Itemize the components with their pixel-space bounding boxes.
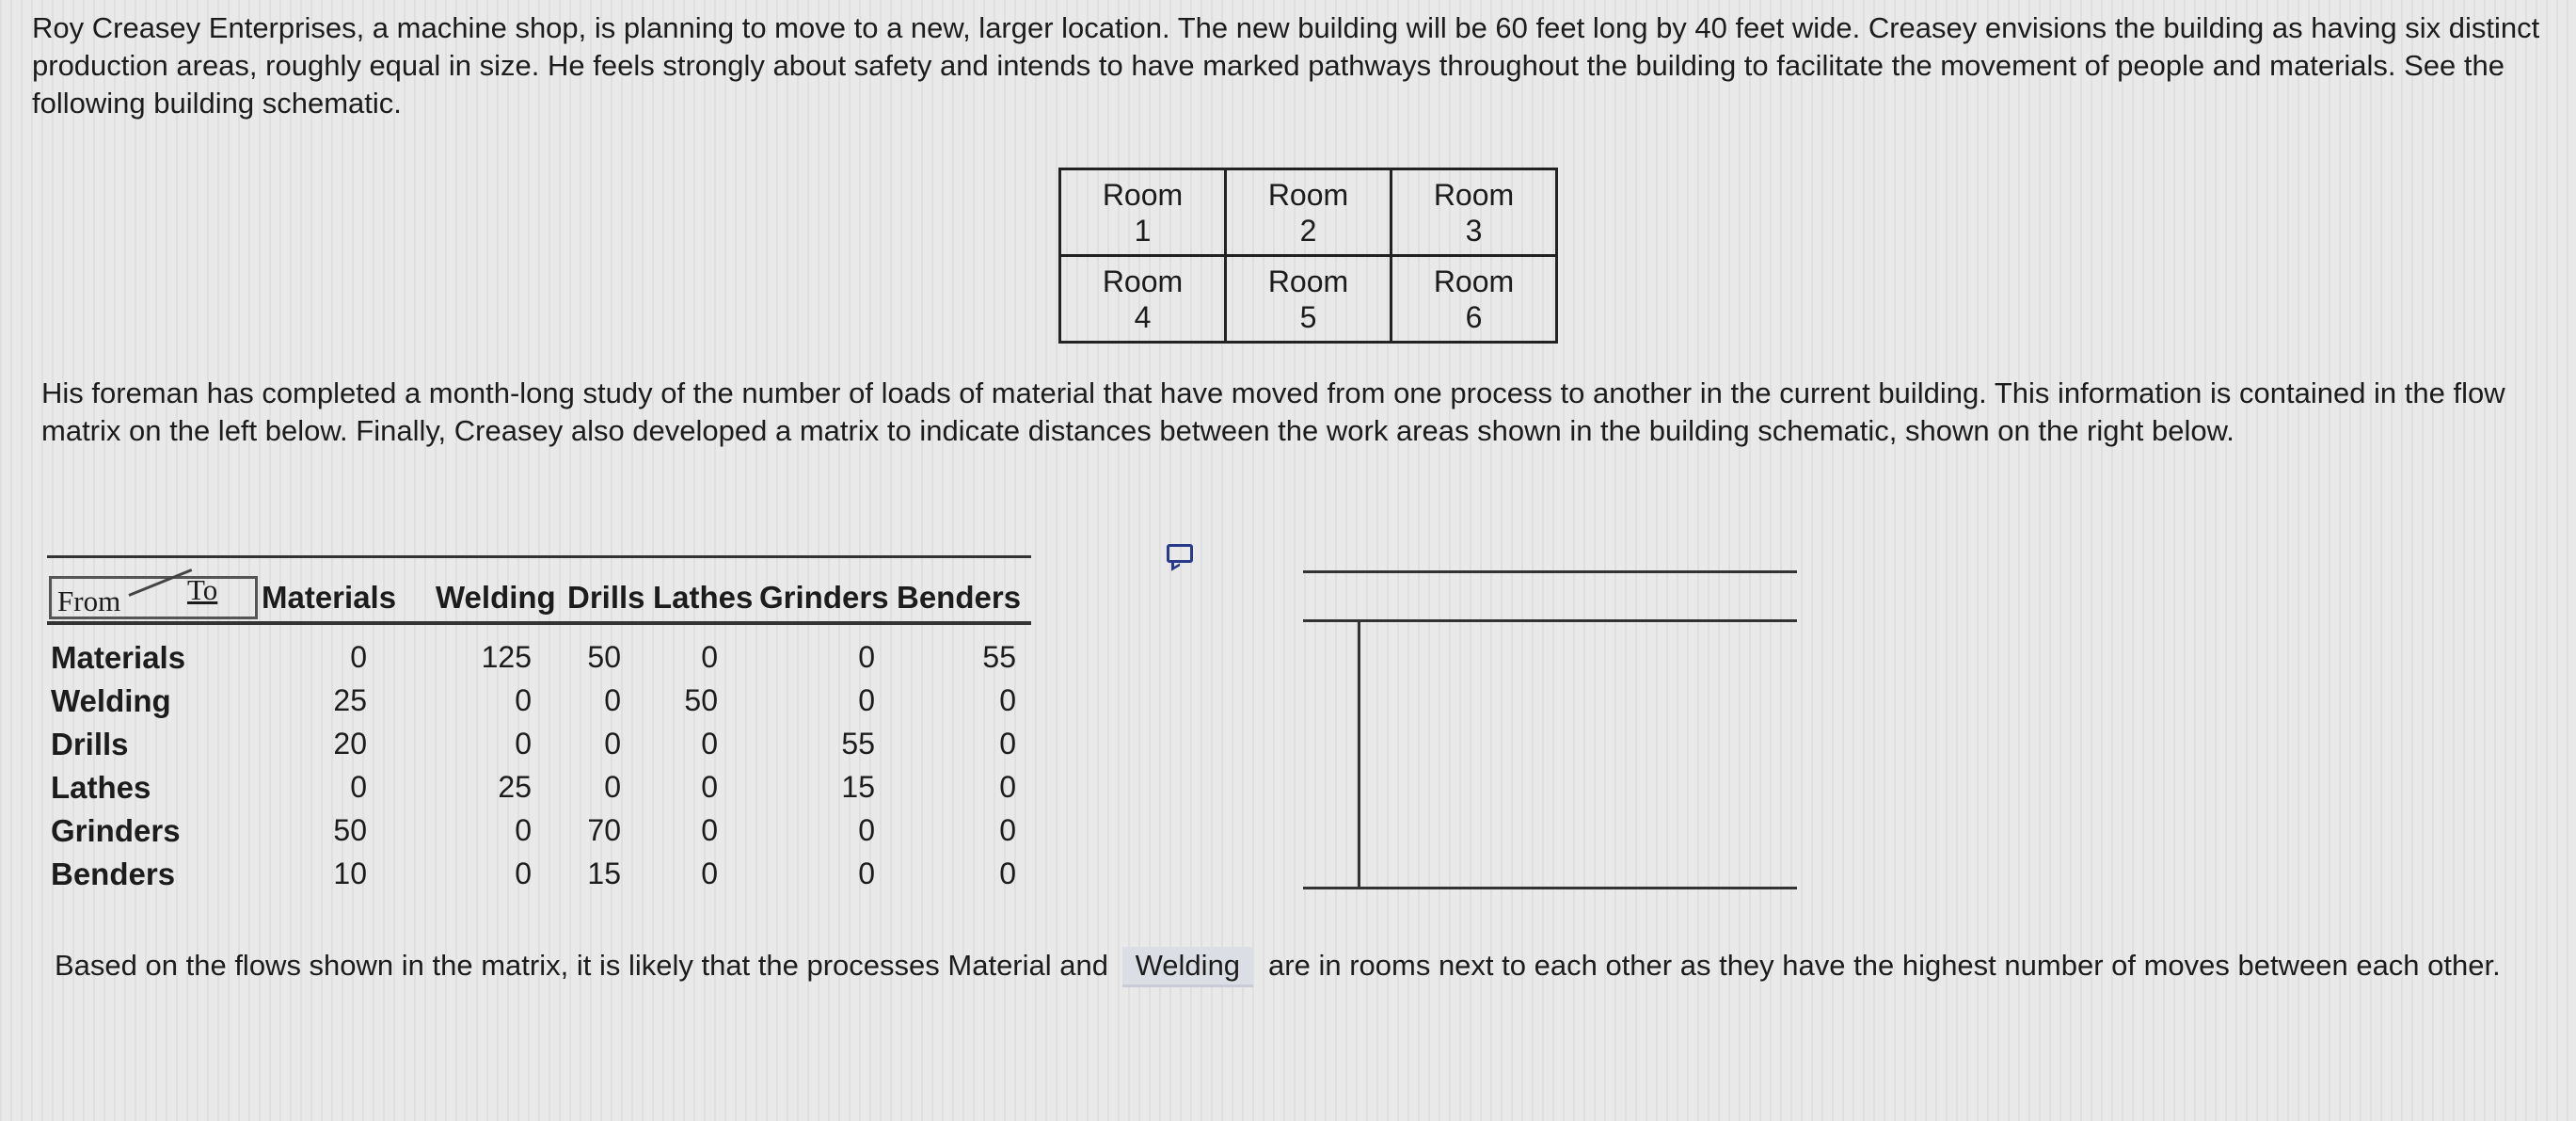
- flow-cell: 0: [999, 727, 1016, 761]
- flow-cell: 0: [701, 813, 718, 847]
- flow-cell: 50: [684, 683, 718, 717]
- flow-row-label: Benders: [51, 857, 176, 891]
- flow-cell: 0: [701, 857, 718, 890]
- flow-cell: 70: [587, 813, 621, 847]
- flow-cell: 15: [841, 770, 875, 804]
- flow-cell: 15: [587, 857, 621, 890]
- flow-cell: 0: [999, 813, 1016, 847]
- flow-cell: 0: [515, 683, 532, 717]
- message-icon[interactable]: [1167, 544, 1193, 563]
- flow-row-label: Drills: [51, 727, 129, 761]
- flow-cell: 0: [858, 640, 875, 674]
- flow-cell: 0: [701, 640, 718, 674]
- flow-header-grinders: Grinders: [759, 580, 889, 615]
- flow-cell: 25: [333, 683, 367, 717]
- flow-cell: 20: [333, 727, 367, 761]
- flow-cell: 0: [999, 770, 1016, 804]
- flow-cell: 0: [701, 770, 718, 804]
- flow-header-benders: Benders: [897, 580, 1022, 615]
- flow-row-label: Materials: [51, 640, 186, 675]
- flow-row-label: Grinders: [51, 813, 181, 848]
- to-label: To: [187, 573, 218, 606]
- answer-text-after: are in rooms next to each other as they have the highest number of moves between each other.: [1268, 949, 2501, 982]
- flow-header-materials: Materials: [262, 580, 397, 615]
- flow-cell: 25: [498, 770, 532, 804]
- answer-sentence: [55, 947, 2557, 987]
- flow-cell: 0: [515, 813, 532, 847]
- intro-paragraph: Roy Creasey Enterprises, a machine shop, is planning to move to a new, larger location. The new building will be 60 feet long by 40 feet wide. Creasey envisions the building as having six distinct production areas, roughly equal in size. He feels strongly about safety and intends to have marked pathways throughout the building to facilitate the movement of people and materials. See the following building schematic.: [32, 11, 2540, 120]
- flow-cell: 0: [604, 770, 621, 804]
- building-schematic: [1058, 168, 1558, 344]
- flow-cell: 0: [515, 857, 532, 890]
- room-2-cell: Room 2: [1226, 169, 1391, 256]
- flow-header-drills: Drills: [567, 580, 645, 615]
- flow-cell: 0: [999, 857, 1016, 890]
- flow-cell: 55: [841, 727, 875, 761]
- room-6-cell: Room 6: [1391, 256, 1557, 343]
- room-5-cell: Room 5: [1226, 256, 1391, 343]
- flow-cell: 10: [333, 857, 367, 890]
- room-3-cell: Room 3: [1391, 169, 1557, 256]
- from-to-header: [49, 573, 258, 619]
- flow-row-label: Welding: [51, 683, 171, 718]
- flow-header-welding: Welding: [436, 580, 556, 615]
- flow-cell: 0: [999, 683, 1016, 717]
- flow-cell: 55: [982, 640, 1016, 674]
- distance-matrix: [1303, 570, 1797, 890]
- flow-cell: 0: [858, 857, 875, 890]
- flow-cell: 0: [701, 727, 718, 761]
- from-label: From: [57, 585, 121, 617]
- answer-dropdown[interactable]: Welding: [1122, 947, 1253, 987]
- flow-row-label: Lathes: [51, 770, 151, 805]
- room-1-cell: Room 1: [1060, 169, 1226, 256]
- study-paragraph: His foreman has completed a month-long study of the number of loads of material that have moved from one process to another in the current building. This information is contained in the flow matrix on the left below. Finally, Creasey also developed a matrix to indicate distances between the work areas shown in the building schematic, shown on the right below.: [41, 376, 2505, 447]
- flow-cell: 0: [604, 683, 621, 717]
- flow-header-lathes: Lathes: [653, 580, 754, 615]
- flow-cell: 0: [858, 683, 875, 717]
- flow-cell: 0: [350, 640, 367, 674]
- flow-cell: 50: [587, 640, 621, 674]
- flow-cell: 0: [350, 770, 367, 804]
- flow-cell: 0: [604, 727, 621, 761]
- flow-cell: 0: [858, 813, 875, 847]
- answer-text-before: Based on the flows shown in the matrix, it is likely that the processes Material and: [55, 949, 1108, 982]
- flow-cell: 0: [515, 727, 532, 761]
- flow-matrix: [47, 555, 1031, 908]
- room-4-cell: Room 4: [1060, 256, 1226, 343]
- flow-cell: 50: [333, 813, 367, 847]
- flow-cell: 125: [481, 640, 532, 674]
